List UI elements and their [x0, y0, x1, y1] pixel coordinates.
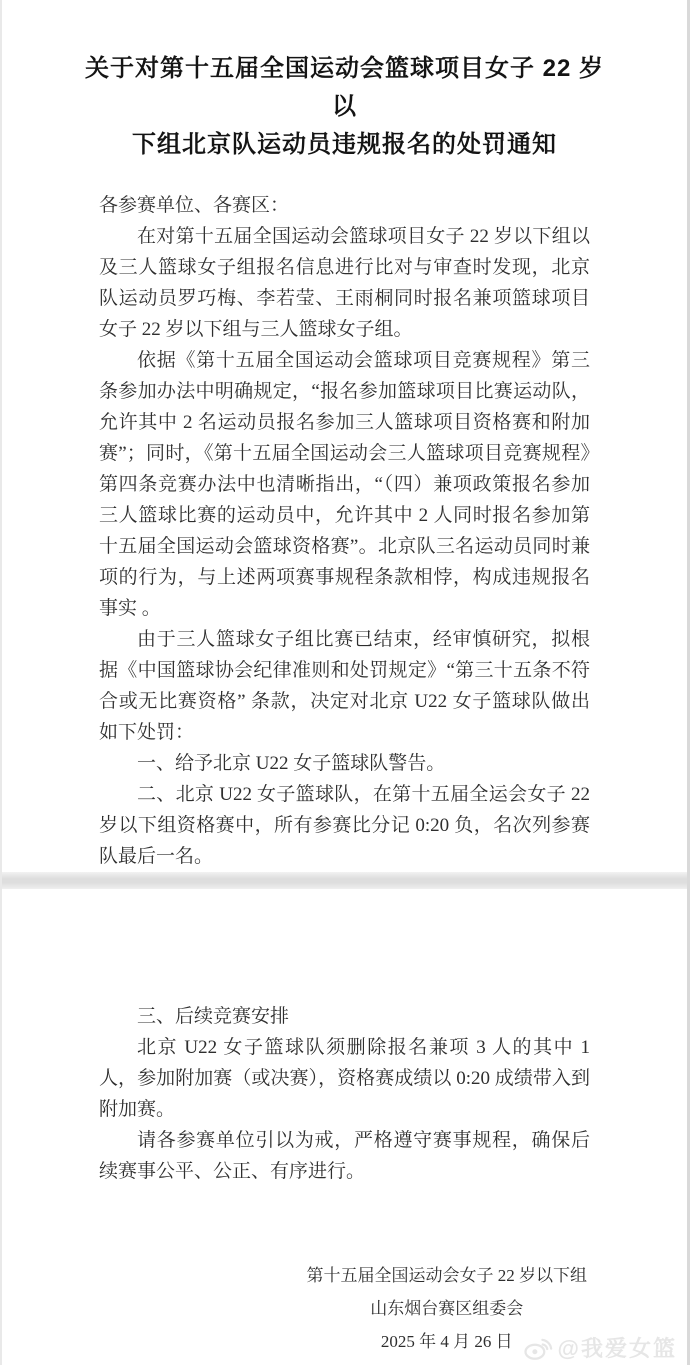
salutation: 各参赛单位、各赛区： [99, 195, 290, 216]
penalty-item-1: 一、给予北京 U22 女子篮球队警告。 [137, 753, 446, 774]
paragraph-findings: 在对第十五届全国运动会篮球项目女子 22 岁以下组以及三人篮球女子组报名信息进行比对与审查时发现，北京队运动员罗巧梅、李若莹、王雨桐同时报名兼项篮球项目女子 22 岁以下组与三人篮球女子组。 [99, 226, 590, 340]
signature-organization-line-1: 第十五届全国运动会女子 22 岁以下组 [306, 1266, 587, 1285]
document-body-upper [99, 190, 590, 872]
weibo-icon [523, 1333, 553, 1363]
watermark-text: @我爱女篮 [557, 1336, 677, 1361]
document-title-line-1: 关于对第十五届全国运动会篮球项目女子 22 岁以 [84, 55, 605, 120]
document-section-2 [2, 889, 687, 1365]
paragraph-followup-arrangement: 北京 U22 女子篮球队须删除报名兼项 3 人的其中 1 人，参加附加赛（或决赛），资格赛成绩以 0:20 成绩带入到附加赛。 [99, 1037, 590, 1120]
signature-date: 2025 年 4 月 26 日 [380, 1332, 513, 1351]
section-3-heading: 三、后续竞赛安排 [137, 1006, 290, 1027]
document-title-line-2: 下组北京队运动员违规报名的处罚通知 [132, 131, 557, 158]
document-section-1 [2, 0, 687, 872]
paragraph-closing-warning: 请各参赛单位引以为戒，严格遵守赛事规程，确保后续赛事公平、公正、有序进行。 [99, 1130, 590, 1182]
paragraph-decision: 由于三人篮球女子组比赛已结束，经审慎研究，拟根据《中国篮球协会纪律准则和处罚规定》“第三十五条不符合或无比赛资格” 条款，决定对北京 U22 女子篮球队做出如下处罚： [99, 629, 590, 743]
document-body-lower [99, 1001, 590, 1187]
document-title [82, 50, 607, 164]
paragraph-regulations: 依据《第十五届全国运动会篮球项目竞赛规程》第三条参加办法中明确规定，“报名参加篮球项目比赛运动队，允许其中 2 名运动员报名参加三人篮球项目资格赛和附加赛”；同时，《第十五届全国运动会三人篮球项目竞赛规程》第四条竞赛办法中也清晰指出，“（四）兼项政策报名参加三人篮球比赛的运动员中，允许其中 2 人同时报名参加第十五届全国运动会篮球资格赛”。北京队三名运动员同时兼项的行为，与上述两项赛事规程条款相悖，构成违规报名事实 。 [99, 350, 590, 619]
signature-organization-line-2: 山东烟台赛区组委会 [370, 1299, 524, 1318]
screenshot-stitch-seam [2, 872, 687, 889]
weibo-watermark [523, 1332, 677, 1363]
penalty-item-2: 二、北京 U22 女子篮球队，在第十五届全运会女子 22 岁以下组资格赛中，所有参赛比分记 0:20 负，名次列参赛队最后一名。 [99, 784, 590, 867]
